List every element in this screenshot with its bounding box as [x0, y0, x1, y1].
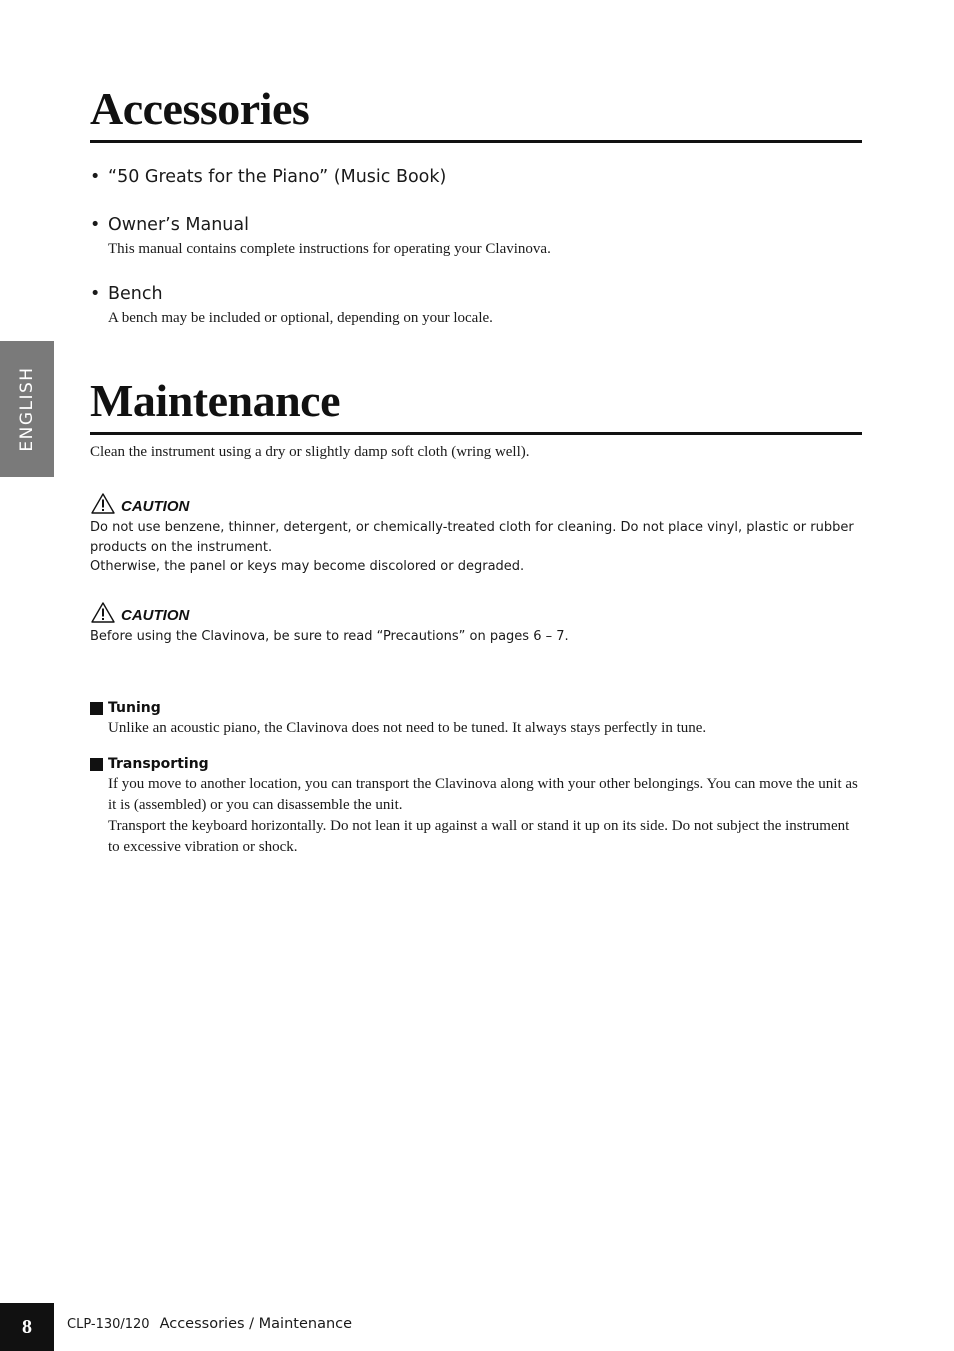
- transporting-heading: [90, 756, 209, 772]
- maintenance-heading: Maintenance: [90, 378, 862, 435]
- accessory-item-owners-manual: • Owner’s Manual: [90, 215, 249, 235]
- language-tab: [0, 341, 54, 477]
- caution-label: CAUTION: [121, 498, 190, 515]
- subsection-paragraph: If you move to another location, you can transport the Clavinova along with your other belongings. You can move the unit as it is (assembled) or you can disassemble the unit.: [108, 776, 858, 813]
- page-number: 8: [0, 1303, 54, 1351]
- footer-section: Accessories / Maintenance: [159, 1316, 353, 1332]
- warning-triangle-icon: [90, 601, 116, 624]
- accessory-item-description: A bench may be included or optional, depending on your locale.: [108, 310, 493, 326]
- tuning-text: [108, 718, 863, 739]
- accessory-item-description: This manual contains complete instructions for operating your Clavinova.: [108, 241, 551, 257]
- caution-line: Do not use benzene, thinner, detergent, or chemically-treated cloth for cleaning. Do not place vinyl, plastic or rubber products on the instrument.: [90, 520, 854, 555]
- accessory-item-label: “50 Greats for the Piano” (Music Book): [108, 167, 447, 187]
- subsection-title: Tuning: [108, 700, 161, 716]
- subsection-paragraph: Transport the keyboard horizontally. Do not lean it up against a wall or stand it up on its side. Do not subject the instrument to excessive vibration or shock.: [108, 818, 850, 855]
- accessories-heading: Accessories: [90, 86, 862, 143]
- caution-line: Otherwise, the panel or keys may become discolored or degraded.: [90, 559, 525, 574]
- caution-line: Before using the Clavinova, be sure to read “Precautions” on pages 6 – 7.: [90, 629, 569, 644]
- subsection-title: Transporting: [108, 756, 209, 772]
- caution-text: [90, 518, 860, 577]
- caution-heading: [90, 601, 189, 624]
- square-bullet-icon: [90, 702, 103, 715]
- caution-text: [90, 627, 860, 647]
- subsection-paragraph: Unlike an acoustic piano, the Clavinova does not need to be tuned. It always stays perfectly in tune.: [108, 720, 707, 736]
- accessory-item-bench: • Bench: [90, 284, 163, 304]
- maintenance-intro: Clean the instrument using a dry or slightly damp soft cloth (wring well).: [90, 444, 530, 460]
- square-bullet-icon: [90, 758, 103, 771]
- language-tab-label: ENGLISH: [17, 366, 37, 452]
- page-footer: [67, 1313, 352, 1332]
- accessory-item-label: Owner’s Manual: [108, 215, 249, 235]
- tuning-heading: [90, 700, 161, 716]
- accessory-item-label: Bench: [108, 284, 163, 304]
- transporting-text: [108, 774, 863, 858]
- warning-triangle-icon: [90, 492, 116, 515]
- caution-heading: [90, 492, 189, 515]
- accessory-item-music-book: • “50 Greats for the Piano” (Music Book): [90, 167, 447, 187]
- footer-model: CLP-130/120: [67, 1317, 150, 1332]
- caution-label: CAUTION: [121, 607, 190, 624]
